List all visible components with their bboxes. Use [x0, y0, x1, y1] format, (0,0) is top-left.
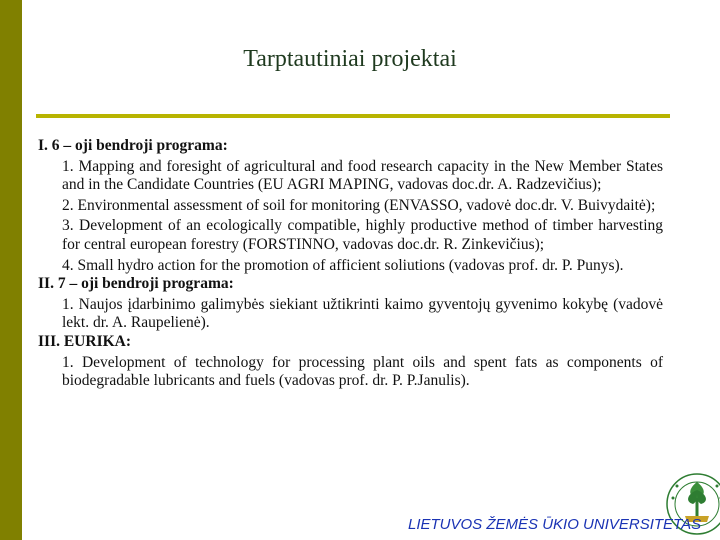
slide-title: Tarptautiniai projektai [243, 46, 457, 72]
list-item: 1. Mapping and foresight of agricultural and food research capacity in the New Member States and in the Candidate Countries (EU AGRI MAPING, vadovas doc.dr. A. Radzevičius); [62, 157, 663, 194]
title-divider [36, 114, 670, 118]
section-heading: III. EURIKA: [38, 332, 132, 350]
project-list [38, 137, 663, 391]
section-fp6 [38, 137, 663, 275]
list-item: 3. Development of an ecologically compatible, highly productive method of timber harvesting for central european forestry (FORSTINNO, vadovas doc.dr. R. Zinkevičius); [62, 217, 663, 253]
university-name: LIETUVOS ŽEMĖS ŪKIO UNIVERSITETAS [408, 516, 702, 533]
section-heading: II. 7 – oji bendroji programa: [38, 275, 234, 293]
left-accent-bar [0, 0, 22, 540]
list-item: 4. Small hydro action for the promotion of afficient soliutions (vadovas prof. dr. P. Punys). [62, 256, 624, 274]
section-eureka [38, 333, 663, 391]
section-fp7 [38, 275, 663, 333]
section-heading: I. 6 – oji bendroji programa: [38, 137, 228, 154]
list-item: 1. Naujos įdarbinimo galimybės siekiant užtikrinti kaimo gyventojų gyvenimo kokybę (vadovė lekt. dr. A. Raupelienė). [62, 295, 663, 332]
list-item: 1. Development of technology for processing plant oils and spent fats as components of biodegradable lubricants and fuels (vadovas prof. dr. P. P.Janulis). [62, 353, 663, 390]
list-item: 2. Environmental assessment of soil for monitoring (ENVASSO, vadovė doc.dr. V. Buivydaitė); [62, 196, 656, 214]
